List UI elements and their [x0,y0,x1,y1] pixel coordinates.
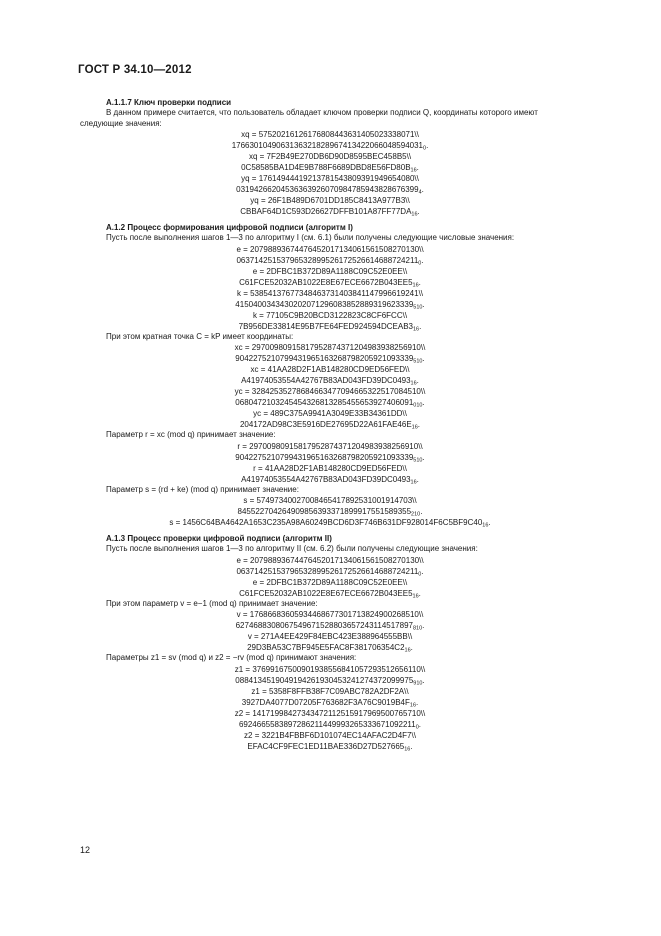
formula-line: $204172AD98C3E5916DE27695D22A61FAE46E_{16}$. [239,420,421,431]
number-base-subscript: 16 [404,647,411,654]
formula-line [80,342,580,353]
formula-line: $s = 1456C64BA4642A1653C235A98A60249BCD6D3F746B631DF928014F6C5BF9C40_{16}$. [169,518,491,529]
number-base-subscript: 16 [410,167,417,174]
formula-text: z2 = 14171998427343472112515917969500765710\\ [234,708,426,718]
formula-text: 7B956DE33814E95B7FE64FED924594DCEAB3 [238,321,413,331]
number-base-subscript: 0 [418,571,422,577]
formula-line [80,173,580,184]
formula-text: 6274688308067549671528803657243114517897 [235,621,413,630]
formula-line: $3927DA4077D07205F763682F3A76C9019B4F_{16}$. [241,697,419,708]
number-base-subscript: 16 [411,211,418,218]
number-base-subscript: 16 [412,326,420,332]
formula-text: 204172AD98C3E5916DE27695D22A61FAE46E [239,420,412,429]
formula-line [80,266,580,277]
formula-text: yc = 32842535278684663477094665322517084510\\ [234,387,426,396]
formula-line [80,686,580,697]
number-base-subscript: 16 [411,424,418,431]
formula-text: EFAC4CF9FEC1ED11BAE336D27D527665 [247,741,405,751]
formula-text: 03194266204536363926070984785943828676399 [236,185,419,194]
formula-text: 4150400343430202071296083852889319623339 [235,299,414,309]
formula-text: 06371425153796532899526172526614688724211 [236,255,419,265]
formula-line: $A41974053554A42767B83AD043FD39DC0493_{16}$. [241,376,419,387]
number-base-subscript: 210 [411,511,421,518]
number-base-subscript: 16 [404,746,411,752]
paragraph: Параметр r = xc (mod q) принимает значение: [106,430,276,439]
formula-line [80,310,580,321]
formula-text: xq = 57520216126176808443631405023338071\\ [241,130,419,139]
formula-text: z1 = 5358F8FFB38F7C09ABC782A2DF2A\\ [251,686,409,696]
formula-text: v = 17686683605934468677301713824900268510\\ [236,610,424,619]
number-base-subscript: 510 [413,304,423,310]
number-base-subscript: 16 [410,479,417,485]
formula-line [80,577,580,588]
formula-line [80,129,580,140]
formula-text: 9042275210799431965163268798205921093339 [235,452,414,462]
formula-line: $845522704264909856393371899917551589355_{210}$. [237,507,423,518]
formula-text: C61FCE52032AB1022E8E67ECE6672B043EE5 [239,277,413,287]
number-base-subscript: 0 [423,145,427,152]
formula-line [80,386,580,397]
formula-text: e = 2DFBC1B372D89A1188C09C52E0EE\\ [252,266,408,276]
section-title: A.1.3 Процесс проверки цифровой подписи (алгоритм II) [106,534,332,543]
formula-line [80,195,580,206]
formula-text: 1766301049063136321828967413422066048594031 [231,141,424,150]
formula-text: 9042275210799431965163268798205921093339 [235,354,414,363]
formula-line: $9042275210799431965163268798205921093339_{510}$. [235,452,425,463]
formula-line: $4150400343430202071296083852889319623339_{510}$. [235,299,425,310]
number-base-subscript: 910 [413,680,423,686]
formula-text: 3927DA4077D07205F763682F3A76C9019B4F [241,697,410,707]
number-base-subscript: 0 [418,260,422,266]
formula-text: k = 77105C9B20BCD3122823C8CF6FCC\\ [252,310,408,320]
formula-line: $6274688308067549671528803657243114517897_{810}$. [235,621,425,632]
formula-text: xc = 41AA28D2F1AB148280CD9ED56FED\\ [250,365,410,374]
formula-line: $7B956DE33814E95B7FE64FED924594DCEAB3_{16}$. [238,321,422,332]
section-title: A.1.1.7 Ключ проверки подписи [106,98,232,107]
formula-text: v = 271A4EE429F84EBC423E388964555BB\\ [247,632,413,641]
number-base-subscript: 16 [409,702,417,708]
number-base-subscript: 16 [482,522,489,529]
page-header: ГОСТ Р 34.10—2012 [78,64,192,76]
formula-line: $CBBAF64D1C593D26627DFFB101A87FF77DA_{16}$. [240,207,420,218]
formula-line [80,664,580,675]
formula-line: $C61FCE52032AB1022E8E67ECE6672B043EE5_{16}$. [239,277,421,288]
formula-line: $9042275210799431965163268798205921093339_{510}$. [235,354,425,365]
formula-text: k = 53854137677348463731403841147996619241\\ [236,288,424,298]
formula-text: A41974053554A42767B83AD043FD39DC0493 [241,474,411,484]
formula-text: 0C58585BA1D4E9B788F6689DBD8E56FD80B [241,163,411,172]
formula-text: xc = 29700980915817952874371204983938256910\\ [234,343,426,352]
formula-line: $EFAC4CF9FEC1ED11BAE336D27D527665_{16}$. [247,741,413,752]
formula-line [80,730,580,741]
formula-line [80,631,580,642]
formula-line: $0884134519049194261930453241274372099975_{910}$. [235,675,425,686]
formula-text: 6924665583897286211449993265333671092211 [238,719,416,729]
paragraph: В данном примере считается, что пользователь обладает ключом проверки подписи Q, координаты которого имеют следующие значения: [80,108,538,128]
formula-text: xq = 7F2B49E270DB6D90D8595BEC458B5\\ [248,152,412,161]
formula-line: $03194266204536363926070984785943828676399_4$. [236,185,424,196]
formula-text: CBBAF64D1C593D26627DFFB101A87FF77DA [240,207,412,216]
number-base-subscript: 510 [413,358,423,365]
number-base-subscript: 010 [413,402,423,409]
number-base-subscript: 4 [418,189,422,196]
number-base-subscript: 16 [412,593,419,599]
document-body [80,97,580,752]
paragraph: Пусть после выполнения шагов 1—3 по алгоритму I (см. 6.1) были получены следующие числовые значения: [106,233,515,242]
formula-text: r = 41AA28D2F1AB148280CD9ED56FED\\ [253,463,407,473]
formula-text: 0884134519049194261930453241274372099975 [235,675,414,685]
formula-line: $6924665583897286211449993265333671092211_0$. [238,719,422,730]
paragraph: Параметры z1 = sv (mod q) и z2 = −rv (mod q) принимают значения: [106,653,357,662]
formula-text: e = 20798893674476452017134061561508270130\\ [236,555,424,565]
formula-text: 06371425153796532899526172526614688724211 [236,566,419,576]
formula-line [80,288,580,299]
paragraph: Параметр s = (rd + ke) (mod q) принимает значение: [106,484,299,494]
paragraph: При этом кратная точка C = kP имеет координаты: [106,331,294,341]
formula-text: e = 2DFBC1B372D89A1188C09C52E0EE\\ [252,577,408,587]
formula-text: C61FCE52032AB1022E8E67ECE6672B043EE5 [239,588,413,598]
formula-line [80,151,580,162]
number-base-subscript: 0 [415,724,419,730]
formula-line: $06371425153796532899526172526614688724211_0$. [236,566,424,577]
formula-line [80,408,580,419]
formula-line [80,609,580,620]
formula-line [80,364,580,375]
formula-text: z1 = 37699167500901938556841057293512656110\\ [234,664,426,674]
formula-line: $0680472103245454326813285455653927406091_{010}$. [235,398,425,409]
formula-text: yq = 26F1B489D6701DD185C8413A977B3\\ [250,196,410,205]
number-base-subscript: 510 [413,457,423,463]
formula-line [80,441,580,452]
section-title: A.1.2 Процесс формирования цифровой подписи (алгоритм I) [106,223,353,232]
formula-line [80,708,580,719]
formula-line [80,244,580,255]
formula-text: s = 1456C64BA4642A1653C235A98A60249BCD6D3F746B631DF928014F6C5BF9C40 [169,518,483,527]
formula-line: $29D3BA53C7BF945E5FAC8F381706354C2_{16}$. [247,643,413,654]
formula-text: r = 29700980915817952874371204983938256910\\ [237,441,423,451]
formula-text: 29D3BA53C7BF945E5FAC8F381706354C2 [247,643,405,652]
formula-line [80,495,580,506]
formula-line: $C61FCE52032AB1022E8E67ECE6672B043EE5_{16}$. [239,588,421,599]
formula-text: A41974053554A42767B83AD043FD39DC0493 [241,376,411,385]
formula-text: 845522704264909856393371899917551589355 [237,507,412,516]
paragraph: Пусть после выполнения шагов 1—3 по алгоритму II (см. 6.2) были получены следующие значения: [106,544,478,553]
formula-text: 0680472103245454326813285455653927406091 [235,398,414,407]
number-base-subscript: 810 [412,625,423,632]
number-base-subscript: 16 [412,282,419,288]
formula-line: $06371425153796532899526172526614688724211_0$. [236,255,424,266]
number-base-subscript: 16 [410,380,417,387]
page-number: 12 [80,845,91,855]
formula-text: s = 57497340027008465417892531001914703\\ [243,496,417,505]
formula-line [80,555,580,566]
formula-line [80,463,580,474]
formula-text: z2 = 3221B4FBBF6D101074EC14AFAC2D4F7\\ [244,730,416,740]
formula-text: yq = 17614944419213781543809391949654080\\ [241,174,419,183]
formula-line: $0C58585BA1D4E9B788F6689DBD8E56FD80B_{16}$. [241,163,419,174]
paragraph: При этом параметр v = e−1 (mod q) принимает значение: [106,598,318,608]
formula-text: yc = 489C375A9941A3049E33B34361DD\\ [253,409,407,418]
formula-text: e = 20798893674476452017134061561508270130\\ [236,244,424,254]
formula-line: $A41974053554A42767B83AD043FD39DC0493_{16}$. [241,474,419,485]
formula-line: $1766301049063136321828967413422066048594031_0$. [231,141,429,152]
